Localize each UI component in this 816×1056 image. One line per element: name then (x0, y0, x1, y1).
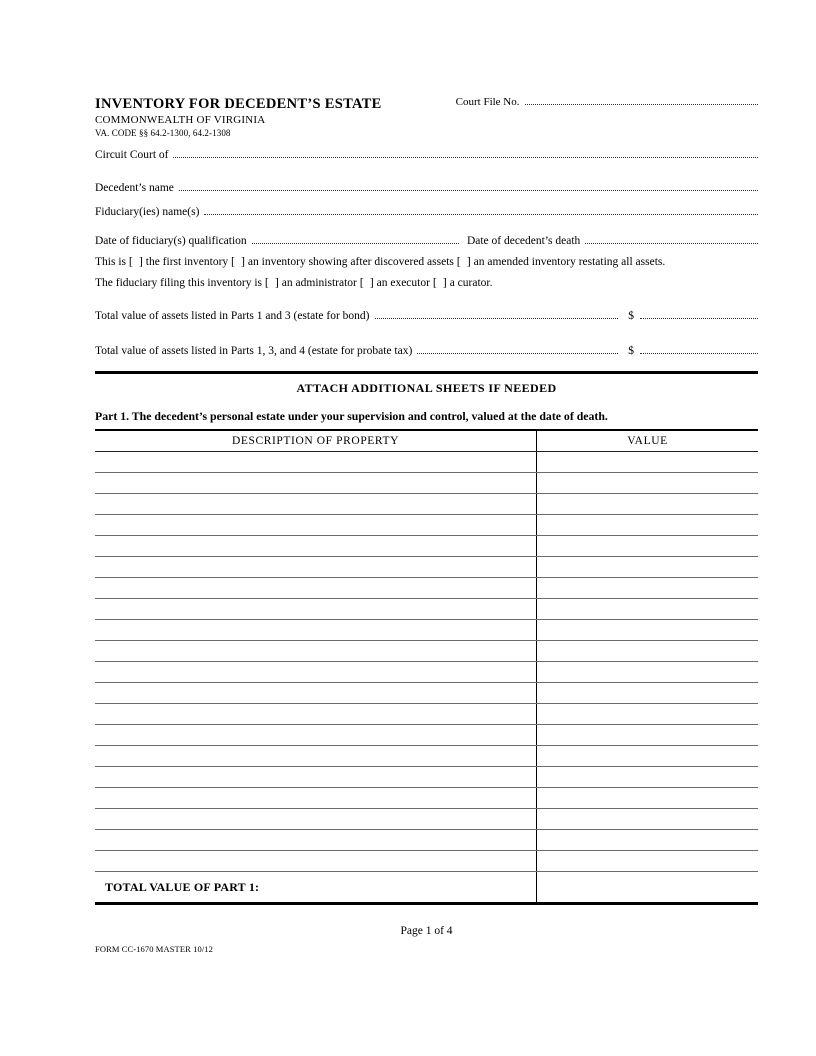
checkbox-after-discovered-assets[interactable]: [ ] (231, 254, 246, 268)
value-cell[interactable] (537, 599, 758, 619)
form-number: FORM CC-1670 MASTER 10/12 (95, 944, 213, 954)
table-header-row (95, 431, 758, 452)
value-cell[interactable] (537, 473, 758, 493)
inventory-type-statement (95, 254, 758, 269)
dollar-sign: $ (628, 345, 634, 357)
fiduciary-role-option2-label: an executor (376, 277, 430, 289)
table-total-row (95, 872, 758, 902)
value-cell[interactable] (537, 515, 758, 535)
form-content (95, 96, 758, 954)
checkbox-amended-inventory[interactable]: [ ] (456, 254, 471, 268)
total-bond-fill-line[interactable] (375, 318, 619, 319)
table-empty-row (95, 851, 758, 872)
description-cell[interactable] (95, 830, 537, 850)
description-cell[interactable] (95, 788, 537, 808)
description-cell[interactable] (95, 473, 537, 493)
inventory-type-option1-label: the first inventory (145, 256, 229, 268)
fiduciary-names-label: Fiduciary(ies) name(s) (95, 206, 200, 218)
circuit-court-field (95, 149, 758, 161)
section-divider (95, 371, 758, 374)
checkbox-executor[interactable]: [ ] (359, 275, 374, 289)
table-empty-row (95, 452, 758, 473)
description-cell[interactable] (95, 767, 537, 787)
total-probate-amount-line[interactable] (640, 353, 758, 354)
fiduciary-role-statement (95, 275, 758, 290)
table-empty-row (95, 641, 758, 662)
table-empty-row (95, 746, 758, 767)
fiduciary-role-option1-label: an administrator (281, 277, 357, 289)
table-empty-row (95, 683, 758, 704)
commonwealth-subtitle: COMMONWEALTH OF VIRGINIA (95, 114, 266, 126)
description-cell[interactable] (95, 620, 537, 640)
description-cell[interactable] (95, 578, 537, 598)
table-empty-row (95, 473, 758, 494)
total-probate-field (95, 345, 758, 357)
table-empty-row (95, 809, 758, 830)
value-cell[interactable] (537, 641, 758, 661)
decedent-death-date-input-line[interactable] (585, 243, 758, 244)
checkbox-administrator[interactable]: [ ] (264, 275, 279, 289)
decedent-name-input-line[interactable] (179, 190, 758, 191)
value-cell[interactable] (537, 746, 758, 766)
description-cell[interactable] (95, 557, 537, 577)
description-cell[interactable] (95, 536, 537, 556)
description-cell[interactable] (95, 809, 537, 829)
description-cell[interactable] (95, 746, 537, 766)
fiduciary-names-field (95, 206, 758, 218)
attach-sheets-note: ATTACH ADDITIONAL SHEETS IF NEEDED (296, 381, 557, 395)
total-probate-label: Total value of assets listed in Parts 1, 3, and 4 (estate for probate tax) (95, 345, 413, 357)
value-cell[interactable] (537, 767, 758, 787)
checkbox-curator[interactable]: [ ] (432, 275, 447, 289)
table-empty-row (95, 767, 758, 788)
fiduciary-names-input-line[interactable] (204, 214, 758, 215)
description-cell[interactable] (95, 515, 537, 535)
table-empty-row (95, 725, 758, 746)
decedent-name-label: Decedent’s name (95, 182, 174, 194)
value-cell[interactable] (537, 809, 758, 829)
total-bond-amount-line[interactable] (640, 318, 758, 319)
table-empty-row (95, 578, 758, 599)
circuit-court-input-line[interactable] (173, 157, 758, 158)
court-file-field (456, 96, 758, 110)
page-title: INVENTORY FOR DECEDENT’S ESTATE (95, 96, 382, 112)
decedent-name-field (95, 182, 758, 194)
total-value-part1-label: TOTAL VALUE OF PART 1: (105, 879, 260, 894)
table-empty-row (95, 536, 758, 557)
table-empty-row (95, 494, 758, 515)
value-cell[interactable] (537, 494, 758, 514)
total-bond-field (95, 310, 758, 322)
dollar-sign: $ (628, 310, 634, 322)
total-label-cell (95, 872, 537, 902)
inventory-type-prefix: This is (95, 256, 126, 268)
total-bond-label: Total value of assets listed in Parts 1 and 3 (estate for bond) (95, 310, 370, 322)
table-empty-row (95, 788, 758, 809)
description-cell[interactable] (95, 683, 537, 703)
table-empty-row (95, 662, 758, 683)
total-probate-fill-line[interactable] (417, 353, 618, 354)
table-empty-row (95, 830, 758, 851)
value-cell[interactable] (537, 536, 758, 556)
total-value-cell[interactable] (537, 872, 758, 902)
value-cell[interactable] (537, 788, 758, 808)
checkbox-first-inventory[interactable]: [ ] (128, 254, 143, 268)
value-cell[interactable] (537, 578, 758, 598)
table-empty-row (95, 599, 758, 620)
description-cell[interactable] (95, 725, 537, 745)
table-empty-row (95, 515, 758, 536)
description-cell[interactable] (95, 662, 537, 682)
fiduciary-role-option3-label: a curator. (449, 277, 493, 289)
part1-table (95, 429, 758, 905)
court-file-label: Court File No. (455, 96, 520, 108)
table-empty-row (95, 620, 758, 641)
decedent-death-date-label: Date of decedent’s death (466, 235, 581, 247)
inventory-type-option3-label: an amended inventory restating all assets. (473, 256, 666, 268)
description-cell[interactable] (95, 704, 537, 724)
fiduciary-qualification-date-input-line[interactable] (252, 243, 459, 244)
table-body (95, 452, 758, 872)
part1-heading: Part 1. The decedent’s personal estate under your supervision and control, valued at the date of death. (95, 409, 608, 423)
value-cell[interactable] (537, 851, 758, 871)
fiduciary-qualification-date-label: Date of fiduciary(s) qualification (95, 235, 247, 247)
page-number: Page 1 of 4 (400, 925, 453, 937)
value-cell[interactable] (537, 557, 758, 577)
description-cell[interactable] (95, 641, 537, 661)
description-cell[interactable] (95, 851, 537, 871)
fiduciary-role-prefix: The fiduciary filing this inventory is (95, 277, 263, 289)
value-cell[interactable] (537, 683, 758, 703)
dates-row (95, 235, 758, 247)
value-column-header: VALUE (627, 435, 668, 447)
description-cell[interactable] (95, 599, 537, 619)
code-reference: VA. CODE §§ 64.2-1300, 64.2-1308 (95, 128, 231, 138)
value-cell[interactable] (537, 662, 758, 682)
description-cell[interactable] (95, 452, 537, 472)
value-cell[interactable] (537, 830, 758, 850)
inventory-type-option2-label: an inventory showing after discovered assets (247, 256, 454, 268)
circuit-court-label: Circuit Court of (95, 149, 169, 161)
value-cell[interactable] (537, 620, 758, 640)
description-cell[interactable] (95, 494, 537, 514)
court-file-input-line[interactable] (525, 104, 758, 105)
value-cell[interactable] (537, 704, 758, 724)
value-cell[interactable] (537, 725, 758, 745)
table-empty-row (95, 557, 758, 578)
description-column-header: DESCRIPTION OF PROPERTY (95, 431, 537, 451)
value-cell[interactable] (537, 452, 758, 472)
document-header (95, 96, 758, 113)
table-empty-row (95, 704, 758, 725)
